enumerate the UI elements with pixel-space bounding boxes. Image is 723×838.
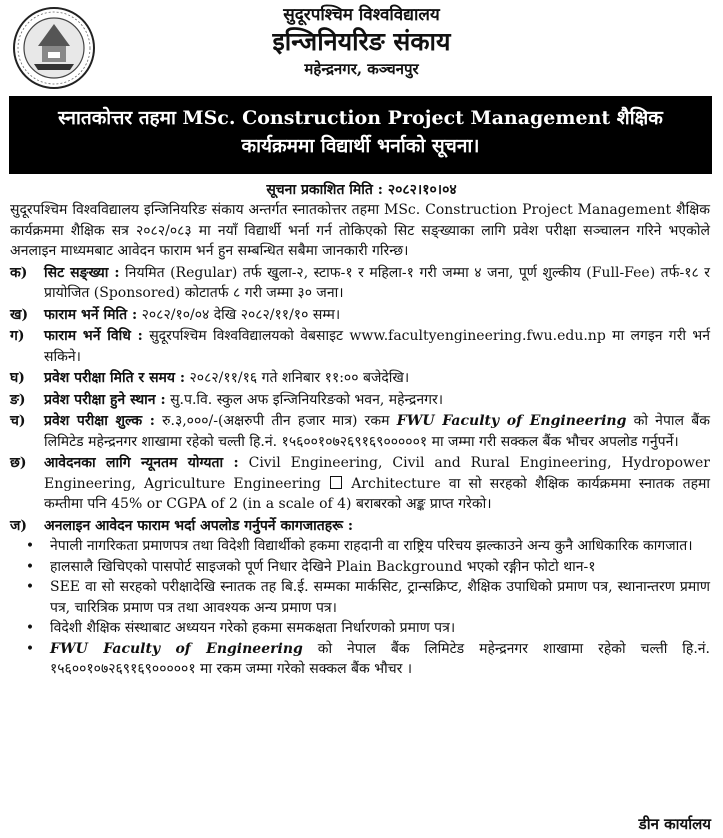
item-marker: छ) bbox=[10, 455, 27, 471]
title-line-2: कार्यक्रममा विद्यार्थी भर्नाको सूचना। bbox=[241, 135, 480, 157]
location: महेन्द्रनगर, कञ्चनपुर bbox=[304, 60, 419, 78]
item-text: नियमित (Regular) तर्फ खुला-२, स्टाफ-१ र महिला-१ गरी जम्मा ४ जना, पूर्ण शुल्कीय (Full-Fee) तर्फ-१८ र प्रायोजित (Sponsored) कोटातर्फ ८ गरी जम्मा ३० जना। bbox=[44, 264, 710, 301]
item-marker: क) bbox=[10, 264, 28, 281]
item-label: फाराम भर्ने मिति : bbox=[44, 306, 138, 323]
list-item bbox=[10, 536, 710, 557]
list-item bbox=[10, 618, 710, 639]
item-text: को नेपाल बैंक लिमिटेड महेन्द्रनगर शाखामा रहेको चल्ती हि.नं. १५६००१०७२६९१६९०००००१ मा जम्मा गरी सक्कल बैंक भौचर अपलोड गर्नुपर्ने। bbox=[44, 413, 710, 450]
university-name: सुदूरपश्चिम विश्वविद्यालय bbox=[283, 5, 440, 25]
list-item bbox=[10, 326, 710, 367]
bullet-text: SEE वा सो सरहको परीक्षादेखि स्नातक तह बि.ई. सम्मका मार्कसिट, ट्रान्सक्रिप्ट, शैक्षिक उपाधिको प्रमाण पत्र, स्थानान्तरण प्रमाण पत्र, चारित्रिक प्रमाण पत्र तथा आवश्यक अन्य प्रमाण पत्र। bbox=[50, 579, 710, 616]
header bbox=[0, 0, 723, 96]
item-label: प्रवेश परीक्षा मिति र समय : bbox=[44, 370, 186, 386]
list-item bbox=[10, 390, 710, 411]
list-item bbox=[10, 263, 710, 304]
item-marker: ख) bbox=[10, 306, 29, 323]
intro-paragraph: सुदूरपश्चिम विश्वविद्यालय इन्जिनियरिङ संकाय अन्तर्गत स्नातकोत्तर तहमा MSc. Construction Project Management शैक्षिक कार्यक्रममा शैक्षिक सत्र २०८२/०८३ मा नयाँ विद्यार्थी भर्ना गर्न तोकिएको सिट सङ्ख्याका लागि प्रवेश परीक्षा सञ्चालन गरिने भएकोले अनलाइन माध्यमबाट आवेदन फाराम भर्न हुन सम्बन्धित सबैमा जानकारी गरिन्छ। bbox=[10, 202, 710, 259]
list-item bbox=[10, 639, 710, 680]
bullet-text: को नेपाल बैंक लिमिटेड महेन्द्रनगर शाखामा रहेको चल्ती हि.नं. १५६००१०७२६९१६९०००००१ मा रकम जम्मा गरेको सक्कल बैंक भौचर । bbox=[50, 640, 710, 677]
list-item bbox=[10, 557, 710, 578]
bullet-icon: • bbox=[25, 538, 35, 554]
item-label: फाराम भर्ने विधि : bbox=[44, 328, 143, 344]
list-item-fee bbox=[10, 411, 710, 452]
list-item bbox=[10, 305, 710, 326]
item-label: अनलाइन आवेदन फाराम भर्दा अपलोड गर्नुपर्ने कागजातहरू : bbox=[44, 517, 354, 534]
item-marker: ग) bbox=[10, 328, 25, 344]
item-label: प्रवेश परीक्षा शुल्क : bbox=[44, 413, 155, 429]
notice-date: सूचना प्रकाशित मिति : २०८२।१०।०४ bbox=[266, 182, 457, 198]
faculty-name: इन्जिनियरिङ संकाय bbox=[272, 27, 451, 56]
item-marker: घ) bbox=[10, 370, 25, 386]
list-item bbox=[10, 577, 710, 618]
dean-office-signature: डीन कार्यालय bbox=[638, 815, 711, 833]
item-label: सिट सङ्ख्या : bbox=[44, 264, 120, 281]
item-marker: ज) bbox=[10, 517, 28, 534]
item-text: Architecture वा सो सरहको शैक्षिक कार्यक्रममा स्नातक तहमा कम्तीमा पनि 45% or CGPA of 2 (in a scale of 4) बराबरको अङ्क प्राप्त गरेको। bbox=[44, 475, 711, 512]
list-item bbox=[10, 368, 710, 389]
account-name: FWU Faculty of Engineering bbox=[50, 640, 303, 657]
item-label: आवेदनका लागि न्यूनतम योग्यता : bbox=[44, 455, 239, 471]
item-marker: ङ) bbox=[10, 391, 26, 408]
bullet-icon: • bbox=[25, 620, 35, 636]
item-text: सुदूरपश्चिम विश्वविद्यालयको वेबसाइट www.facultyengineering.fwu.edu.np मा लगइन गरी भर्न सकिने। bbox=[44, 328, 710, 365]
item-label: प्रवेश परीक्षा हुने स्थान : bbox=[44, 391, 166, 408]
item-text: रु.३,०००/-(अक्षरुपी तीन हजार मात्र) रकम bbox=[154, 413, 397, 429]
empty-box-icon bbox=[330, 476, 342, 489]
notice-body bbox=[10, 200, 710, 680]
bullet-text: हालसालै खिचिएको पासपोर्ट साइजको पूर्ण निधार देखिने Plain Background भएको रङ्गीन फोटो थान-१ bbox=[50, 558, 596, 575]
account-name: FWU Faculty of Engineering bbox=[396, 413, 627, 429]
documents-list bbox=[10, 536, 710, 680]
item-text: सु.प.वि. स्कुल अफ इन्जिनियरिङको भवन, महेन्द्रनगर। bbox=[165, 391, 444, 408]
item-text: Civil Engineering, Civil and Rural Engineering, Hydropower Engineering, Agriculture Engineering bbox=[44, 455, 711, 492]
item-marker: च) bbox=[10, 413, 26, 429]
list-item-eligibility bbox=[10, 453, 710, 515]
bullet-text: नेपाली नागरिकता प्रमाणपत्र तथा विदेशी विद्यार्थीको हकमा राहदानी वा राष्ट्रिय परिचय झल्काउने अन्य कुनै आधिकारिक कागजात। bbox=[50, 538, 693, 554]
bullet-text: विदेशी शैक्षिक संस्थाबाट अध्ययन गरेको हकमा समकक्षता निर्धारणको प्रमाण पत्र। bbox=[50, 620, 456, 636]
bullet-icon: • bbox=[25, 558, 35, 575]
bullet-icon: • bbox=[25, 579, 35, 595]
item-text: २०८२/११/१६ गते शनिबार ११:०० बजेदेखि। bbox=[185, 370, 410, 386]
item-text: २०८२/१०/०४ देखि २०८२/११/१० सम्म। bbox=[137, 306, 341, 323]
title-line-1: स्नातकोत्तर तहमा MSc. Construction Project Management शैक्षिक bbox=[58, 107, 663, 129]
notice-title-banner bbox=[9, 96, 712, 174]
list-item-documents bbox=[10, 516, 710, 537]
bullet-icon: • bbox=[25, 640, 35, 657]
